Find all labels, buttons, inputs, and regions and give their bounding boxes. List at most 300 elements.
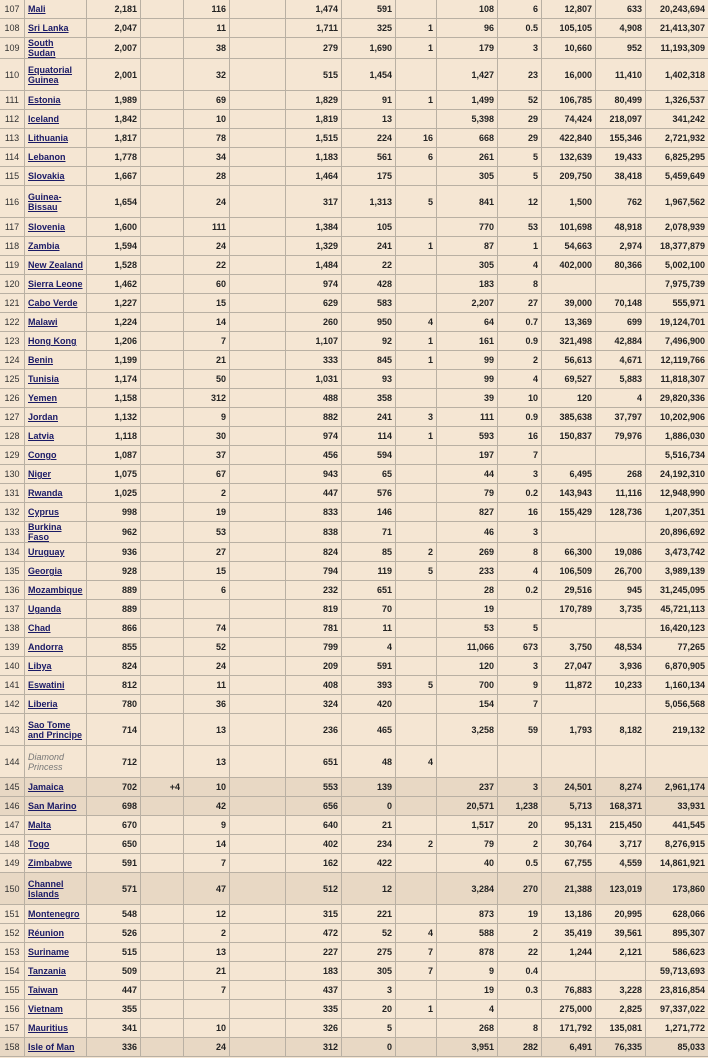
total-tests-cell: 155,429 xyxy=(542,503,596,522)
serious-critical-cell xyxy=(396,110,437,129)
active-cases-cell: 950 xyxy=(342,313,396,332)
table-row xyxy=(0,313,708,332)
new-deaths-cell xyxy=(230,484,286,503)
population-cell: 5,459,649 xyxy=(646,167,708,186)
active-cases-cell: 234 xyxy=(342,835,396,854)
rank-cell: 114 xyxy=(0,148,25,167)
country-link[interactable]: Congo xyxy=(28,450,57,460)
cases-per-million-cell: 268 xyxy=(437,1019,498,1038)
new-cases-cell xyxy=(141,408,184,427)
table-row xyxy=(0,465,708,484)
tests-per-million-cell: 3,735 xyxy=(596,600,646,619)
rank-cell: 151 xyxy=(0,905,25,924)
serious-critical-cell: 1 xyxy=(396,427,437,446)
country-cell xyxy=(25,619,87,638)
serious-critical-cell: 1 xyxy=(396,38,437,59)
country-link[interactable]: Tanzania xyxy=(28,966,66,976)
deaths-per-million-cell: 53 xyxy=(498,218,542,237)
country-link[interactable]: Isle of Man xyxy=(28,1042,75,1052)
country-link[interactable]: Burkina Faso xyxy=(28,522,62,542)
total-recovered-cell: 656 xyxy=(286,797,342,816)
deaths-per-million-cell: 8 xyxy=(498,1019,542,1038)
deaths-per-million-cell: 0.2 xyxy=(498,484,542,503)
country-link[interactable]: Guinea-Bissau xyxy=(28,191,62,212)
new-cases-cell xyxy=(141,835,184,854)
country-cell xyxy=(25,275,87,294)
total-deaths-cell: 9 xyxy=(184,408,230,427)
new-cases-cell xyxy=(141,816,184,835)
serious-critical-cell xyxy=(396,370,437,389)
tests-per-million-cell: 80,366 xyxy=(596,256,646,275)
active-cases-cell: 85 xyxy=(342,543,396,562)
country-link[interactable]: Georgia xyxy=(28,566,63,576)
tests-per-million-cell: 2,974 xyxy=(596,237,646,256)
total-recovered-cell: 1,464 xyxy=(286,167,342,186)
country-link[interactable]: Benin xyxy=(28,355,54,365)
total-cases-cell: 962 xyxy=(87,522,141,543)
total-tests-cell xyxy=(542,619,596,638)
new-deaths-cell xyxy=(230,218,286,237)
new-cases-cell xyxy=(141,351,184,370)
rank-cell: 136 xyxy=(0,581,25,600)
deaths-per-million-cell xyxy=(498,746,542,778)
total-cases-cell: 936 xyxy=(87,543,141,562)
rank-cell: 154 xyxy=(0,962,25,981)
total-tests-cell: 402,000 xyxy=(542,256,596,275)
total-recovered-cell: 402 xyxy=(286,835,342,854)
total-cases-cell: 509 xyxy=(87,962,141,981)
total-cases-cell: 1,174 xyxy=(87,370,141,389)
total-deaths-cell: 14 xyxy=(184,835,230,854)
cases-per-million-cell: 2,207 xyxy=(437,294,498,313)
new-cases-cell xyxy=(141,370,184,389)
cases-per-million-cell: 305 xyxy=(437,167,498,186)
population-cell: 341,242 xyxy=(646,110,708,129)
population-cell: 7,975,739 xyxy=(646,275,708,294)
tests-per-million-cell: 268 xyxy=(596,465,646,484)
total-deaths-cell: 38 xyxy=(184,38,230,59)
new-cases-cell xyxy=(141,59,184,91)
population-cell: 11,193,309 xyxy=(646,38,708,59)
tests-per-million-cell xyxy=(596,275,646,294)
new-cases-cell xyxy=(141,19,184,38)
total-recovered-cell: 781 xyxy=(286,619,342,638)
new-deaths-cell xyxy=(230,38,286,59)
total-cases-cell: 1,778 xyxy=(87,148,141,167)
country-link[interactable]: Uruguay xyxy=(28,547,65,557)
deaths-per-million-cell: 0.2 xyxy=(498,581,542,600)
country-link[interactable]: Slovakia xyxy=(28,171,65,181)
rank-cell: 126 xyxy=(0,389,25,408)
deaths-per-million-cell: 27 xyxy=(498,294,542,313)
deaths-per-million-cell: 5 xyxy=(498,167,542,186)
table-row xyxy=(0,59,708,91)
new-deaths-cell xyxy=(230,943,286,962)
deaths-per-million-cell: 3 xyxy=(498,657,542,676)
total-tests-cell: 132,639 xyxy=(542,148,596,167)
serious-critical-cell: 7 xyxy=(396,962,437,981)
table-row xyxy=(0,657,708,676)
total-recovered-cell: 1,384 xyxy=(286,218,342,237)
country-cell xyxy=(25,1019,87,1038)
population-cell: 1,886,030 xyxy=(646,427,708,446)
population-cell: 6,870,905 xyxy=(646,657,708,676)
total-deaths-cell: 13 xyxy=(184,714,230,746)
tests-per-million-cell: 3,228 xyxy=(596,981,646,1000)
country-link[interactable]: Mali xyxy=(28,4,46,14)
deaths-per-million-cell: 0.3 xyxy=(498,981,542,1000)
population-cell: 1,967,562 xyxy=(646,186,708,218)
tests-per-million-cell: 8,182 xyxy=(596,714,646,746)
total-tests-cell: 143,943 xyxy=(542,484,596,503)
tests-per-million-cell: 123,019 xyxy=(596,873,646,905)
active-cases-cell: 420 xyxy=(342,695,396,714)
country-link[interactable]: Lithuania xyxy=(28,133,68,143)
country-cell xyxy=(25,256,87,275)
population-cell: 8,276,915 xyxy=(646,835,708,854)
country-link[interactable]: Niger xyxy=(28,469,52,479)
serious-critical-cell xyxy=(396,1019,437,1038)
country-link[interactable]: Eswatini xyxy=(28,680,65,690)
serious-critical-cell: 2 xyxy=(396,835,437,854)
tests-per-million-cell: 37,797 xyxy=(596,408,646,427)
cases-per-million-cell: 179 xyxy=(437,38,498,59)
total-deaths-cell: 34 xyxy=(184,148,230,167)
country-link[interactable]: New Zealand xyxy=(28,260,84,270)
country-link[interactable]: San Marino xyxy=(28,801,77,811)
country-link[interactable]: Jordan xyxy=(28,412,59,422)
total-cases-cell: 2,181 xyxy=(87,0,141,19)
deaths-per-million-cell: 0.5 xyxy=(498,19,542,38)
table-row xyxy=(0,427,708,446)
total-recovered-cell: 333 xyxy=(286,351,342,370)
country-cell xyxy=(25,148,87,167)
cases-per-million-cell: 3,951 xyxy=(437,1038,498,1057)
country-link[interactable]: Montenegro xyxy=(28,909,80,919)
table-row xyxy=(0,19,708,38)
total-cases-cell: 1,158 xyxy=(87,389,141,408)
tests-per-million-cell xyxy=(596,695,646,714)
total-deaths-cell: 14 xyxy=(184,313,230,332)
active-cases-cell: 465 xyxy=(342,714,396,746)
country-link[interactable]: Zimbabwe xyxy=(28,858,73,868)
country-cell xyxy=(25,873,87,905)
rank-cell: 147 xyxy=(0,816,25,835)
country-link[interactable]: Vietnam xyxy=(28,1004,63,1014)
country-link[interactable]: Réunion xyxy=(28,928,64,938)
table-row xyxy=(0,294,708,313)
country-link[interactable]: South Sudan xyxy=(28,38,56,58)
new-cases-cell xyxy=(141,1000,184,1019)
total-recovered-cell: 1,474 xyxy=(286,0,342,19)
rank-cell: 127 xyxy=(0,408,25,427)
country-link[interactable]: Tunisia xyxy=(28,374,59,384)
total-recovered-cell: 324 xyxy=(286,695,342,714)
rank-cell: 131 xyxy=(0,484,25,503)
country-link[interactable]: Sri Lanka xyxy=(28,23,69,33)
deaths-per-million-cell: 8 xyxy=(498,543,542,562)
tests-per-million-cell: 4 xyxy=(596,389,646,408)
table-row xyxy=(0,408,708,427)
cases-per-million-cell: 19 xyxy=(437,600,498,619)
country-link[interactable]: Yemen xyxy=(28,393,58,403)
total-recovered-cell: 512 xyxy=(286,873,342,905)
total-tests-cell: 106,785 xyxy=(542,91,596,110)
serious-critical-cell xyxy=(396,778,437,797)
rank-cell: 116 xyxy=(0,186,25,218)
cases-per-million-cell: 161 xyxy=(437,332,498,351)
country-link[interactable]: Togo xyxy=(28,839,50,849)
total-recovered-cell: 1,819 xyxy=(286,110,342,129)
new-cases-cell xyxy=(141,981,184,1000)
country-link[interactable]: Libya xyxy=(28,661,52,671)
cases-per-million-cell: 64 xyxy=(437,313,498,332)
tests-per-million-cell: 762 xyxy=(596,186,646,218)
deaths-per-million-cell: 0.5 xyxy=(498,854,542,873)
country-cell xyxy=(25,600,87,619)
rank-cell: 118 xyxy=(0,237,25,256)
total-deaths-cell: 32 xyxy=(184,59,230,91)
country-link[interactable]: Cyprus xyxy=(28,507,60,517)
table-row xyxy=(0,110,708,129)
population-cell: 24,192,310 xyxy=(646,465,708,484)
serious-critical-cell: 1 xyxy=(396,91,437,110)
total-deaths-cell: 42 xyxy=(184,797,230,816)
population-cell: 14,861,921 xyxy=(646,854,708,873)
rank-cell: 107 xyxy=(0,0,25,19)
cases-per-million-cell: 44 xyxy=(437,465,498,484)
cases-per-million-cell: 154 xyxy=(437,695,498,714)
active-cases-cell: 0 xyxy=(342,797,396,816)
active-cases-cell: 105 xyxy=(342,218,396,237)
country-link[interactable]: Malawi xyxy=(28,317,58,327)
new-deaths-cell xyxy=(230,981,286,1000)
active-cases-cell: 48 xyxy=(342,746,396,778)
tests-per-million-cell xyxy=(596,962,646,981)
country-link[interactable]: Sao Tome and Principe xyxy=(28,719,83,740)
population-cell: 5,516,734 xyxy=(646,446,708,465)
country-link[interactable]: Uganda xyxy=(28,604,62,614)
active-cases-cell: 13 xyxy=(342,110,396,129)
rank-cell: 117 xyxy=(0,218,25,237)
rank-cell: 137 xyxy=(0,600,25,619)
total-recovered-cell: 974 xyxy=(286,427,342,446)
total-recovered-cell: 1,183 xyxy=(286,148,342,167)
country-link[interactable]: Equatorial Guinea xyxy=(28,64,73,85)
serious-critical-cell xyxy=(396,446,437,465)
deaths-per-million-cell: 3 xyxy=(498,778,542,797)
rank-cell: 129 xyxy=(0,446,25,465)
new-cases-cell xyxy=(141,854,184,873)
serious-critical-cell: 2 xyxy=(396,543,437,562)
country-link[interactable]: Jamaica xyxy=(28,782,64,792)
country-cell xyxy=(25,562,87,581)
new-cases-cell xyxy=(141,714,184,746)
total-tests-cell: 29,516 xyxy=(542,581,596,600)
population-cell: 29,820,336 xyxy=(646,389,708,408)
total-tests-cell: 54,663 xyxy=(542,237,596,256)
country-cell xyxy=(25,543,87,562)
table-row xyxy=(0,797,708,816)
total-cases-cell: 341 xyxy=(87,1019,141,1038)
deaths-per-million-cell: 3 xyxy=(498,465,542,484)
cases-per-million-cell: 3,258 xyxy=(437,714,498,746)
country-link[interactable]: Slovenia xyxy=(28,222,66,232)
deaths-per-million-cell: 0.9 xyxy=(498,332,542,351)
total-recovered-cell: 824 xyxy=(286,543,342,562)
total-deaths-cell xyxy=(184,1000,230,1019)
tests-per-million-cell: 218,097 xyxy=(596,110,646,129)
rank-cell: 140 xyxy=(0,657,25,676)
new-deaths-cell xyxy=(230,522,286,543)
active-cases-cell: 11 xyxy=(342,619,396,638)
total-cases-cell: 447 xyxy=(87,981,141,1000)
table-row xyxy=(0,91,708,110)
total-deaths-cell: 7 xyxy=(184,854,230,873)
total-cases-cell: 1,206 xyxy=(87,332,141,351)
serious-critical-cell: 16 xyxy=(396,129,437,148)
country-link[interactable]: Rwanda xyxy=(28,488,63,498)
total-cases-cell: 526 xyxy=(87,924,141,943)
new-deaths-cell xyxy=(230,873,286,905)
total-deaths-cell: 10 xyxy=(184,1019,230,1038)
rank-cell: 123 xyxy=(0,332,25,351)
active-cases-cell: 92 xyxy=(342,332,396,351)
table-row xyxy=(0,38,708,59)
population-cell: 6,825,295 xyxy=(646,148,708,167)
new-cases-cell xyxy=(141,905,184,924)
active-cases-cell: 20 xyxy=(342,1000,396,1019)
country-link[interactable]: Hong Kong xyxy=(28,336,77,346)
total-cases-cell: 1,025 xyxy=(87,484,141,503)
new-deaths-cell xyxy=(230,581,286,600)
country-link[interactable]: Channel Islands xyxy=(28,878,64,899)
country-cell xyxy=(25,110,87,129)
country-link[interactable]: Estonia xyxy=(28,95,61,105)
total-recovered-cell: 279 xyxy=(286,38,342,59)
country-link[interactable]: Lebanon xyxy=(28,152,66,162)
deaths-per-million-cell: 52 xyxy=(498,91,542,110)
country-link[interactable]: Mozambique xyxy=(28,585,83,595)
deaths-per-million-cell: 16 xyxy=(498,427,542,446)
total-tests-cell: 13,186 xyxy=(542,905,596,924)
tests-per-million-cell: 70,148 xyxy=(596,294,646,313)
country-cell xyxy=(25,294,87,313)
new-deaths-cell xyxy=(230,129,286,148)
total-tests-cell: 321,498 xyxy=(542,332,596,351)
new-deaths-cell xyxy=(230,638,286,657)
total-deaths-cell: 10 xyxy=(184,778,230,797)
country-link[interactable]: Liberia xyxy=(28,699,58,709)
total-recovered-cell: 447 xyxy=(286,484,342,503)
cases-per-million-cell: 237 xyxy=(437,778,498,797)
new-cases-cell xyxy=(141,427,184,446)
deaths-per-million-cell: 5 xyxy=(498,619,542,638)
new-deaths-cell xyxy=(230,186,286,218)
country-cell xyxy=(25,218,87,237)
total-tests-cell xyxy=(542,695,596,714)
tests-per-million-cell: 4,671 xyxy=(596,351,646,370)
new-cases-cell xyxy=(141,873,184,905)
total-deaths-cell: 67 xyxy=(184,465,230,484)
country-link[interactable]: Malta xyxy=(28,820,52,830)
total-tests-cell xyxy=(542,446,596,465)
cases-per-million-cell: 770 xyxy=(437,218,498,237)
new-deaths-cell xyxy=(230,351,286,370)
cases-per-million-cell: 120 xyxy=(437,657,498,676)
country-link[interactable]: Mauritius xyxy=(28,1023,69,1033)
cases-per-million-cell: 79 xyxy=(437,484,498,503)
active-cases-cell: 91 xyxy=(342,91,396,110)
new-deaths-cell xyxy=(230,816,286,835)
active-cases-cell: 70 xyxy=(342,600,396,619)
total-tests-cell: 39,000 xyxy=(542,294,596,313)
new-cases-cell xyxy=(141,600,184,619)
serious-critical-cell: 5 xyxy=(396,186,437,218)
new-deaths-cell xyxy=(230,148,286,167)
deaths-per-million-cell: 29 xyxy=(498,129,542,148)
country-link[interactable]: Chad xyxy=(28,623,51,633)
total-recovered-cell: 1,515 xyxy=(286,129,342,148)
total-tests-cell: 56,613 xyxy=(542,351,596,370)
rank-cell: 133 xyxy=(0,522,25,543)
total-tests-cell: 120 xyxy=(542,389,596,408)
country-label: Diamond Princess xyxy=(28,751,65,772)
rank-cell: 144 xyxy=(0,746,25,778)
cases-per-million-cell: 197 xyxy=(437,446,498,465)
deaths-per-million-cell: 0.4 xyxy=(498,962,542,981)
active-cases-cell: 52 xyxy=(342,924,396,943)
country-link[interactable]: Andorra xyxy=(28,642,64,652)
new-cases-cell xyxy=(141,167,184,186)
total-tests-cell: 24,501 xyxy=(542,778,596,797)
country-link[interactable]: Iceland xyxy=(28,114,60,124)
new-cases-cell xyxy=(141,619,184,638)
rank-cell: 150 xyxy=(0,873,25,905)
population-cell: 5,002,100 xyxy=(646,256,708,275)
total-cases-cell: 571 xyxy=(87,873,141,905)
total-cases-cell: 2,001 xyxy=(87,59,141,91)
new-deaths-cell xyxy=(230,237,286,256)
new-deaths-cell xyxy=(230,600,286,619)
total-deaths-cell: 2 xyxy=(184,924,230,943)
country-link[interactable]: Cabo Verde xyxy=(28,298,78,308)
country-link[interactable]: Latvia xyxy=(28,431,55,441)
serious-critical-cell xyxy=(396,581,437,600)
total-recovered-cell: 162 xyxy=(286,854,342,873)
new-cases-cell xyxy=(141,38,184,59)
population-cell: 2,078,939 xyxy=(646,218,708,237)
total-recovered-cell: 408 xyxy=(286,676,342,695)
country-link[interactable]: Taiwan xyxy=(28,985,58,995)
country-link[interactable]: Sierra Leone xyxy=(28,279,83,289)
rank-cell: 121 xyxy=(0,294,25,313)
serious-critical-cell xyxy=(396,797,437,816)
table-row xyxy=(0,600,708,619)
table-row xyxy=(0,1000,708,1019)
rank-cell: 149 xyxy=(0,854,25,873)
country-cell xyxy=(25,91,87,110)
population-cell: 18,377,879 xyxy=(646,237,708,256)
population-cell: 2,961,174 xyxy=(646,778,708,797)
country-link[interactable]: Suriname xyxy=(28,947,70,957)
tests-per-million-cell: 42,884 xyxy=(596,332,646,351)
deaths-per-million-cell: 2 xyxy=(498,351,542,370)
serious-critical-cell xyxy=(396,59,437,91)
country-link[interactable]: Zambia xyxy=(28,241,60,251)
population-cell: 77,265 xyxy=(646,638,708,657)
total-deaths-cell: 9 xyxy=(184,816,230,835)
